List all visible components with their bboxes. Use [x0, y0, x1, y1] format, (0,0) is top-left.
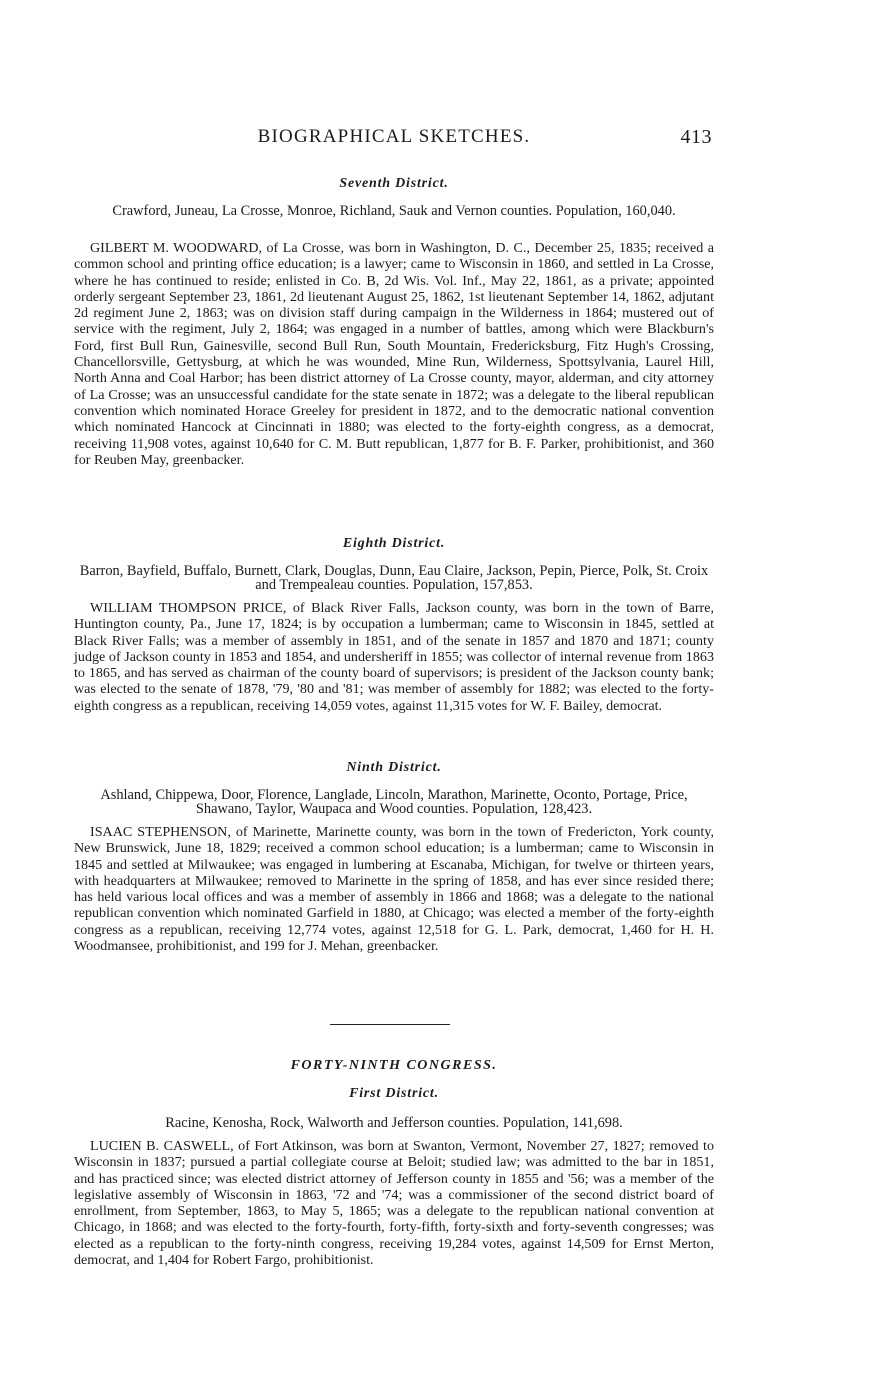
running-title: BIOGRAPHICAL SKETCHES. — [257, 126, 531, 147]
district-counties-first: Racine, Kenosha, Rock, Walworth and Jefferson counties. Population, 141,698. — [165, 1115, 623, 1131]
biography-caswell: LUCIEN B. CASWELL, of Fort Atkinson, was born at Swanton, Vermont, November 27, 1827; removed to Wisconsin in 1837; pursued a partial collegiate course at Beloit; studied law; was admitted to the bar in 1851, and has practiced since; was elected district attorney of Jefferson county in 1855 and '56; was a member of the legislative assembly of Wisconsin in 1863, '72 and '74; was a commissioner of the second district board of enrollment, from September, 1863, to May 5, 1865; was a delegate to the republican national convention at Chicago, in 1868; and was elected to the forty-fourth, forty-fifth, forty-sixth and forty-seventh congresses; was elected as a republican to the forty-ninth congress, receiving 19,284 votes, against 14,509 for Ernst Merton, democrat, and 1,404 for Robert Fargo, prohibitionist. — [74, 1138, 714, 1269]
district-heading-ninth: Ninth District. — [346, 760, 442, 775]
district-counties-seventh: Crawford, Juneau, La Crosse, Monroe, Richland, Sauk and Vernon counties. Population, 160,040. — [112, 203, 676, 219]
district-heading-seventh: Seventh District. — [339, 176, 449, 191]
page-header — [74, 126, 714, 152]
district-counties-ninth: Ashland, Chippewa, Door, Florence, Langlade, Lincoln, Marathon, Marinette, Oconto, Portage, Price, Shawano, Taylor, Waupaca and Wood counties. Population, 128,423. — [100, 787, 688, 817]
biography-woodward: GILBERT M. WOODWARD, of La Crosse, was born in Washington, D. C., December 25, 1835; received a common school and printing office education; is a lawyer; came to Wisconsin in 1860, and settled in La Crosse, where he has continued to reside; enlisted in Co. B, 2d Wis. Vol. Inf., May 22, 1861, as a private; appointed orderly sergeant September 23, 1861, 2d lieutenant August 25, 1862, 1st lieutenant September 14, 1862, adjutant 2d regiment June 2, 1863; was on division staff during campaign in the Wilderness in 1864; mustered out of service with the regiment, July 2, 1864; was engaged in a number of battles, among which were Blackburn's Ford, first Bull Run, Gainesville, second Bull Run, South Mountain, Fredericksburg, Fitz Hugh's Crossing, Chancellorsville, Gettysburg, at which he was wounded, Mine Run, Wilderness, Spottsylvania, Laurel Hill, North Anna and Coal Harbor; has been district attorney of La Crosse county, mayor, alderman, and city attorney of La Crosse; was an unsuccessful candidate for the state senate in 1872; was a delegate to the liberal republican convention which nominated Horace Greeley for president in 1872, and to the democratic national convention which nominated Hancock at Cincinnati in 1880; was elected to the forty-eighth congress, as a democrat, receiving 11,908 votes, against 10,640 for C. M. Butt republican, 1,877 for B. F. Parker, prohibitionist, and 360 for Reuben May, greenbacker. — [74, 240, 714, 468]
biography-price: WILLIAM THOMPSON PRICE, of Black River Falls, Jackson county, was born in the town of Barre, Huntington county, Pa., June 17, 1824; is by occupation a lumberman; came to Wisconsin in 1845, settled at Black River Falls; was a member of assembly in 1851, and of the senate in 1857 and 1870 and 1871; county judge of Jackson county in 1853 and 1854, and undersheriff in 1855; was collector of internal revenue from 1863 to 1865, and has served as chairman of the county board of supervisors; is president of the Jackson county bank; was elected to the senate of 1878, '79, '80 and '81; was member of assembly for 1882; was elected to the forty-eighth congress as a republican, receiving 14,059 votes, against 11,315 votes for W. F. Bailey, democrat. — [74, 600, 714, 714]
section-divider — [330, 1024, 450, 1025]
congress-heading: FORTY-NINTH CONGRESS. — [290, 1058, 498, 1073]
district-heading-first: First District. — [349, 1086, 439, 1101]
district-counties-eighth: Barron, Bayfield, Buffalo, Burnett, Clark, Douglas, Dunn, Eau Claire, Jackson, Pepin, Pierce, Polk, St. Croix and Trempealeau counties. Population, 157,853. — [79, 563, 709, 593]
page-number: 413 — [680, 126, 712, 148]
biography-stephenson: ISAAC STEPHENSON, of Marinette, Marinette county, was born in the town of Fredericton, York county, New Brunswick, June 18, 1829; received a common school education; is a lumberman; came to Wisconsin in 1845 and settled at Milwaukee; was engaged in lumbering at Escanaba, Michigan, for twelve or thirteen years, with headquarters at Milwaukee; removed to Marinette in the spring of 1858, and has ever since resided there; has held various local offices and was a member of assembly in 1866 and 1868; was a delegate to the national republican convention which nominated Garfield in 1880, at Chicago; was elected a member of the forty-eighth congress as a republican, receiving 12,774 votes, against 12,518 for G. L. Park, democrat, 1,460 for H. H. Woodmansee, prohibitionist, and 199 for J. Mehan, greenbacker. — [74, 824, 714, 955]
district-heading-eighth: Eighth District. — [342, 536, 446, 551]
